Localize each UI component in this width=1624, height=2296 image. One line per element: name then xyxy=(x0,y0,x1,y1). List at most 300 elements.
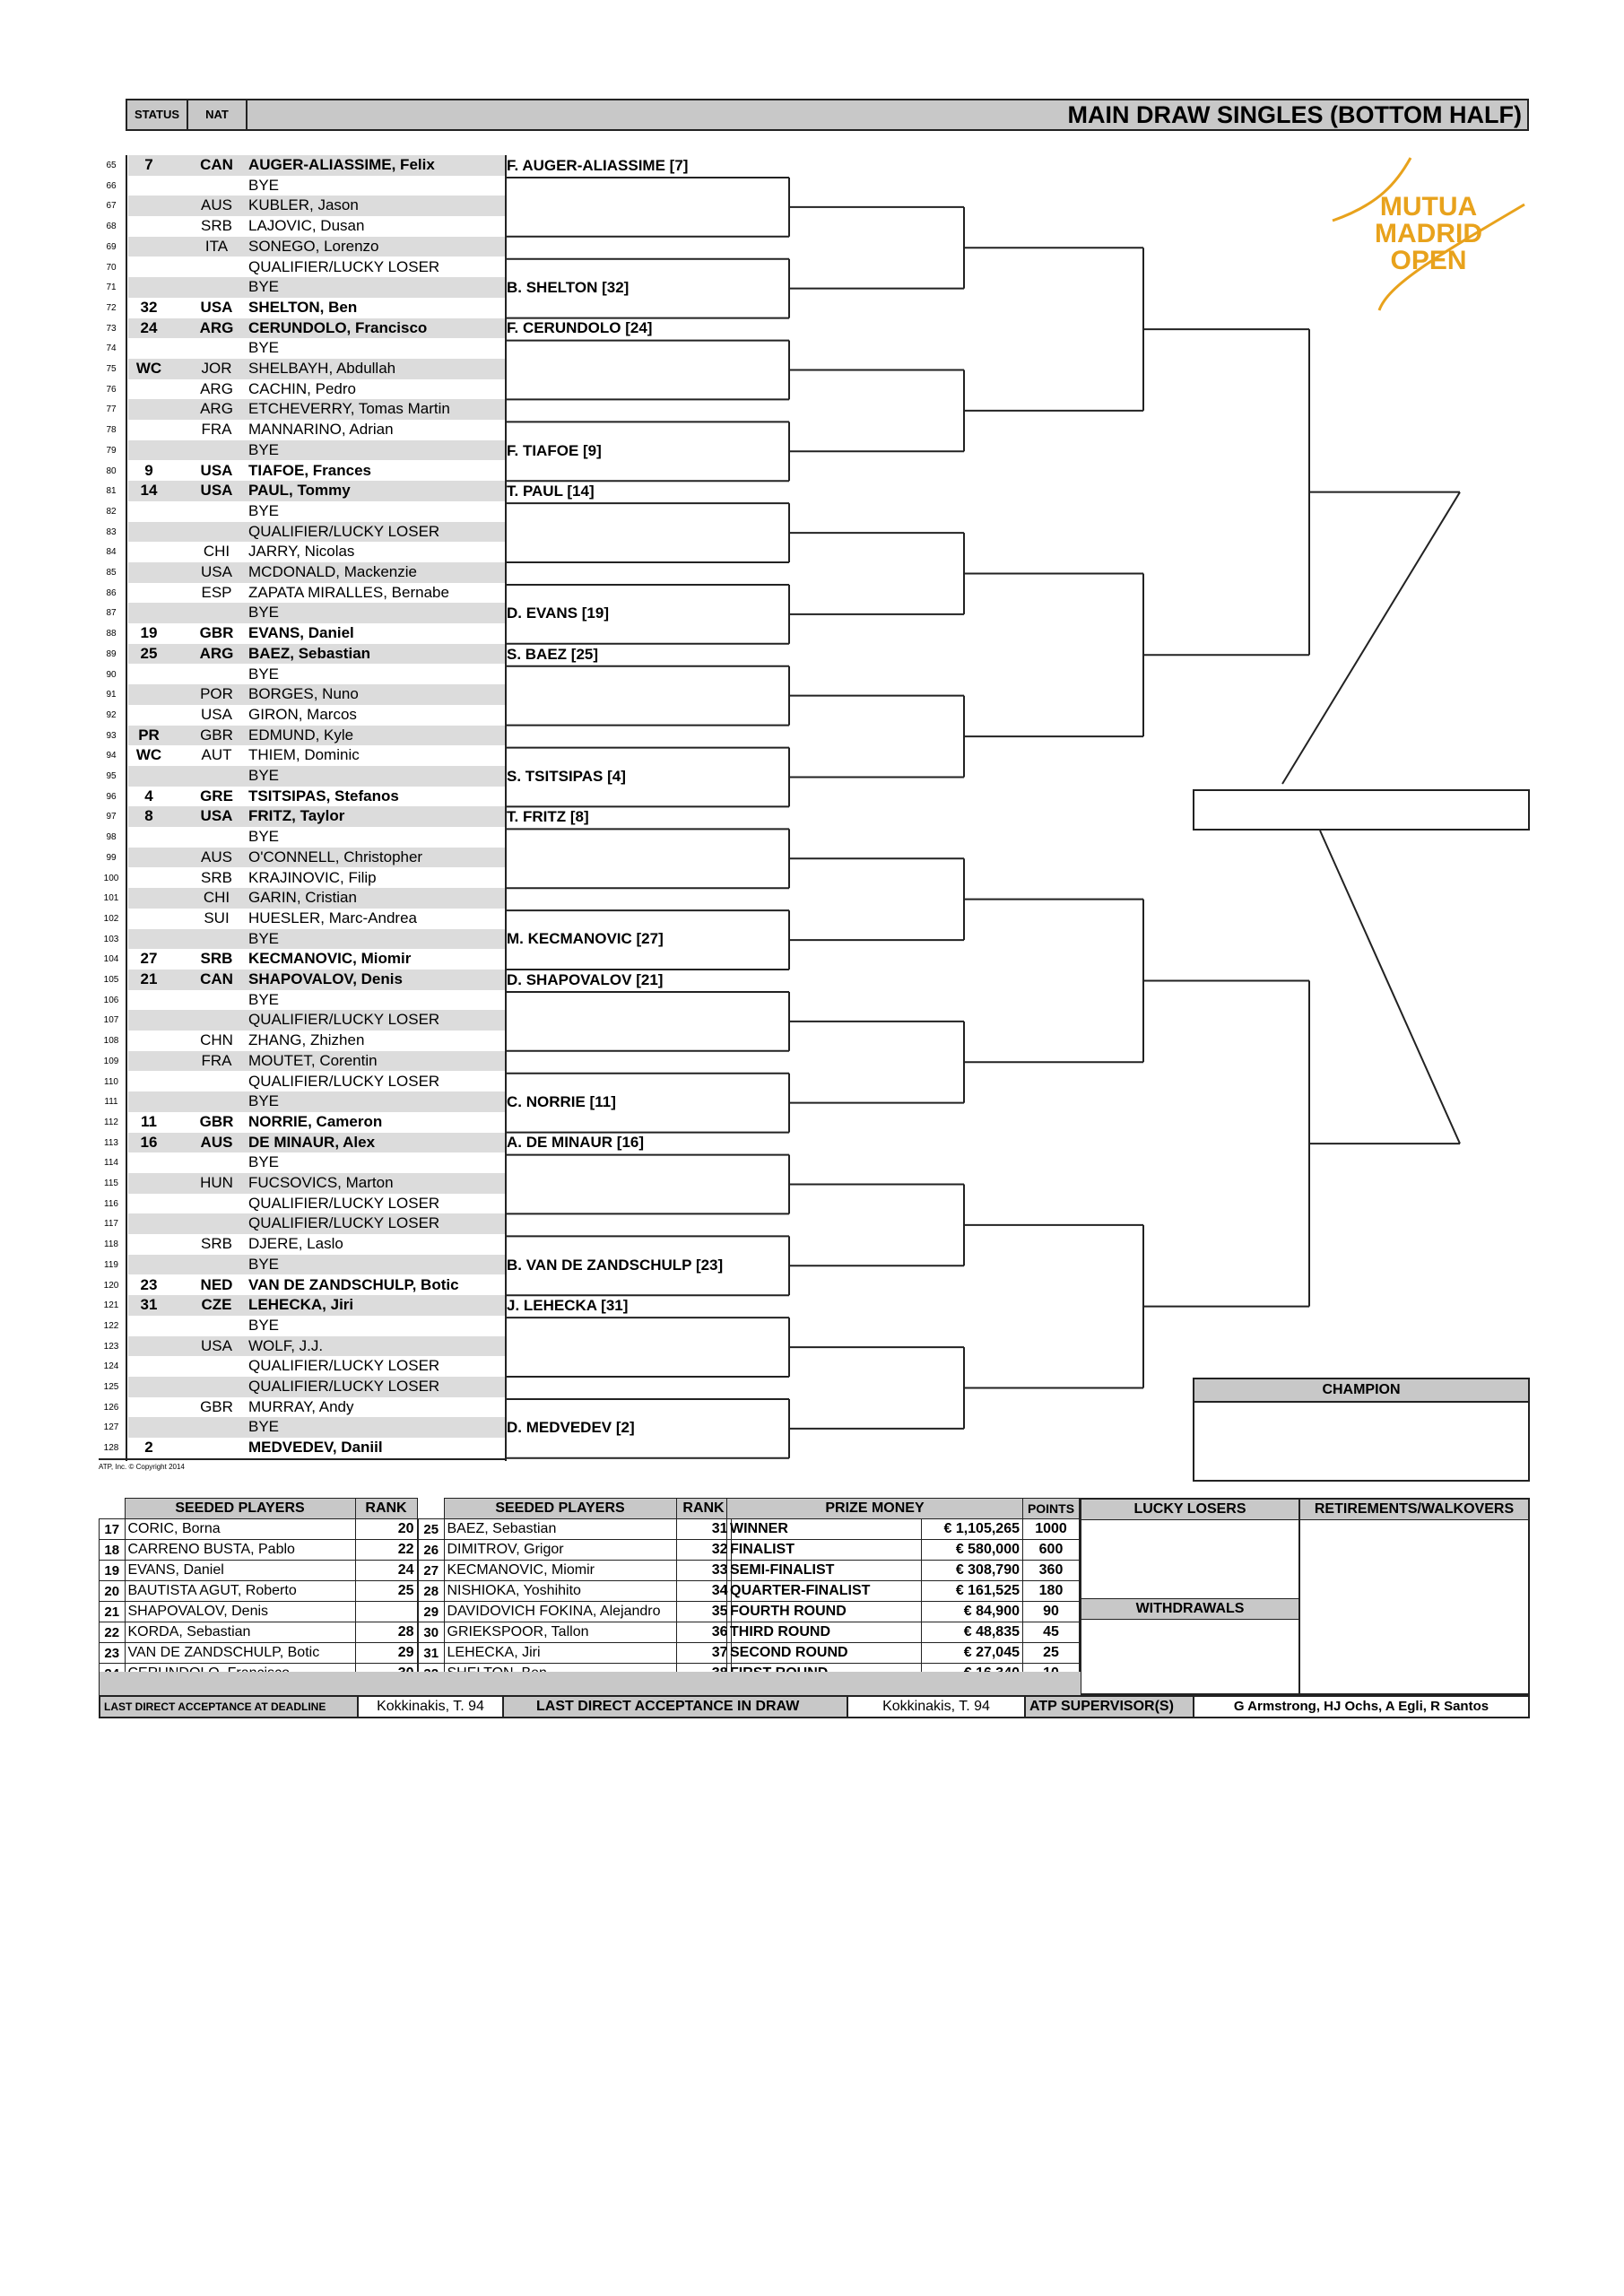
seeded-player-name: NISHIOKA, Yoshihito xyxy=(444,1581,676,1602)
draw-position-number: 128 xyxy=(103,1443,119,1454)
seeded-player-row xyxy=(100,1519,418,1540)
draw-position-number: 87 xyxy=(106,608,117,619)
draw-position-number: 107 xyxy=(103,1015,119,1026)
second-round-winner-label: F. TIAFOE [9] xyxy=(507,441,602,459)
draw-position-number: 66 xyxy=(106,180,117,191)
seeded-player-row xyxy=(100,1643,418,1664)
draw-position-number: 111 xyxy=(104,1097,118,1108)
draw-position-number: 125 xyxy=(103,1382,119,1392)
player-rank: 37 xyxy=(676,1643,731,1664)
nationality-code: NED xyxy=(200,1275,233,1293)
nationality-code: ESP xyxy=(201,583,232,601)
player-name: BYE xyxy=(248,990,280,1008)
second-round-winner-label: S. BAEZ [25] xyxy=(507,645,599,663)
nationality-code: GBR xyxy=(200,1397,233,1415)
champion-box xyxy=(1193,1378,1530,1482)
draw-position-number: 99 xyxy=(106,852,117,863)
draw-position-number: 79 xyxy=(106,445,117,456)
draw-position-number: 91 xyxy=(106,690,117,700)
nationality-code: ARG xyxy=(200,379,233,397)
nationality-code: ARG xyxy=(200,400,233,418)
nationality-code: USA xyxy=(201,705,232,723)
second-round-winner-label: F. CERUNDOLO [24] xyxy=(507,319,653,337)
nationality-code: CAN xyxy=(200,156,233,173)
seeded-player-row xyxy=(419,1602,732,1622)
player-rank: 34 xyxy=(676,1581,731,1602)
seeded-player-name: DIMITROV, Grigor xyxy=(444,1540,676,1561)
seeded-player-name: LEHECKA, Jiri xyxy=(444,1643,676,1664)
prize-amount: € 308,790 xyxy=(922,1561,1023,1581)
prize-money-row xyxy=(727,1540,1080,1561)
nationality-code: POR xyxy=(200,685,233,703)
lda-deadline-value: Kokkinakis, T. 94 xyxy=(357,1697,504,1717)
player-name: O'CONNELL, Christopher xyxy=(248,848,423,865)
player-name: PAUL, Tommy xyxy=(248,482,351,500)
seed-status: 32 xyxy=(140,298,158,316)
seed-number: 26 xyxy=(419,1540,445,1561)
round-name: SECOND ROUND xyxy=(727,1643,922,1664)
draw-position-number: 92 xyxy=(106,709,117,720)
player-name: KUBLER, Jason xyxy=(248,196,359,214)
draw-position-number: 65 xyxy=(106,161,117,170)
nationality-code: SRB xyxy=(200,950,233,968)
ranking-points: 180 xyxy=(1023,1581,1080,1602)
ranking-points: 600 xyxy=(1023,1540,1080,1561)
draw-position-number: 80 xyxy=(106,465,117,476)
copyright-notice: ATP, Inc. © Copyright 2014 xyxy=(99,1463,185,1471)
second-round-winner-label: D. EVANS [19] xyxy=(507,604,609,622)
player-name: QUALIFIER/LUCKY LOSER xyxy=(248,1011,440,1029)
nationality-code: AUS xyxy=(201,196,232,214)
player-name: GARIN, Cristian xyxy=(248,889,357,907)
seeded-player-row xyxy=(419,1581,732,1602)
round-name: SEMI-FINALIST xyxy=(727,1561,922,1581)
draw-position-number: 95 xyxy=(106,771,117,781)
player-rank: 36 xyxy=(676,1622,731,1643)
seed-status: 4 xyxy=(144,787,153,804)
nationality-code: FRA xyxy=(201,1051,232,1069)
seeded-player-name: KORDA, Sebastian xyxy=(125,1622,355,1643)
second-round-winner-label: S. TSITSIPAS [4] xyxy=(507,767,626,785)
player-name: QUALIFIER/LUCKY LOSER xyxy=(248,1194,440,1212)
lda-draw-value: Kokkinakis, T. 94 xyxy=(847,1697,1026,1717)
nationality-code: USA xyxy=(200,461,233,479)
draw-position-number: 69 xyxy=(106,241,117,252)
seed-status: 9 xyxy=(144,461,153,479)
bracket-line xyxy=(1320,831,1460,1144)
player-name: KECMANOVIC, Miomir xyxy=(248,950,412,968)
player-name: KRAJINOVIC, Filip xyxy=(248,868,377,886)
nationality-code: USA xyxy=(201,563,232,580)
draw-position-number: 102 xyxy=(103,913,119,924)
ranking-points: 360 xyxy=(1023,1561,1080,1581)
player-name: MOUTET, Corentin xyxy=(248,1051,378,1069)
svg-text:OPEN: OPEN xyxy=(1390,246,1467,275)
draw-position-number: 90 xyxy=(106,669,117,680)
player-name: DJERE, Laslo xyxy=(248,1235,343,1253)
prize-amount: € 161,525 xyxy=(922,1581,1023,1602)
seed-status: 23 xyxy=(140,1275,158,1293)
nationality-code: AUS xyxy=(201,848,232,865)
seeded-player-row xyxy=(100,1602,418,1622)
seeded-player-name: BAUTISTA AGUT, Roberto xyxy=(125,1581,355,1602)
seeded-player-name: CARRENO BUSTA, Pablo xyxy=(125,1540,355,1561)
seed-status: 24 xyxy=(140,318,158,336)
seeded-player-row xyxy=(100,1622,418,1643)
player-rank: 33 xyxy=(676,1561,731,1581)
prize-money-row xyxy=(727,1561,1080,1581)
draw-position-number: 109 xyxy=(103,1056,119,1066)
seed-status: 31 xyxy=(140,1296,158,1314)
supervisor-value: G Armstrong, HJ Ochs, A Egli, R Santos xyxy=(1193,1697,1528,1717)
seed-number: 25 xyxy=(419,1519,445,1540)
draw-position-number: 84 xyxy=(106,547,117,558)
player-name: QUALIFIER/LUCKY LOSER xyxy=(248,257,440,275)
seed-status: WC xyxy=(135,360,162,377)
seed-status: WC xyxy=(135,746,162,764)
draw-position-number: 115 xyxy=(104,1178,118,1188)
player-name: BYE xyxy=(248,1153,280,1171)
player-name: BYE xyxy=(248,767,280,784)
draw-position-number: 113 xyxy=(104,1137,118,1148)
seeded-player-name: BAEZ, Sebastian xyxy=(444,1519,676,1540)
draw-position-number: 96 xyxy=(106,791,117,802)
draw-position-number: 78 xyxy=(106,425,117,436)
player-name: BYE xyxy=(248,929,280,947)
player-name: FUCSOVICS, Marton xyxy=(248,1174,394,1191)
player-name: BYE xyxy=(248,665,280,683)
draw-position-number: 118 xyxy=(104,1239,118,1250)
player-name: QUALIFIER/LUCKY LOSER xyxy=(248,1214,440,1232)
player-name: BORGES, Nuno xyxy=(248,685,359,703)
seeded-player-row xyxy=(100,1540,418,1561)
footer-bar xyxy=(99,1695,1530,1718)
seed-status: 14 xyxy=(140,482,158,500)
player-name: HUESLER, Marc-Andrea xyxy=(248,909,418,926)
draw-position-number: 127 xyxy=(103,1422,119,1433)
draw-position-number: 126 xyxy=(103,1402,119,1413)
prize-money-row xyxy=(727,1622,1080,1643)
seeded-player-name: CORIC, Borna xyxy=(125,1519,355,1540)
nationality-code: SUI xyxy=(204,909,230,926)
second-round-winner-label: D. MEDVEDEV [2] xyxy=(507,1419,635,1437)
nationality-code: USA xyxy=(200,298,233,316)
nat-column-header: NAT xyxy=(205,108,229,121)
player-rank: 29 xyxy=(355,1643,417,1664)
player-name: SONEGO, Lorenzo xyxy=(248,237,379,255)
draw-position-number: 94 xyxy=(106,751,117,761)
player-name: LAJOVIC, Dusan xyxy=(248,217,365,235)
lda-draw-label: LAST DIRECT ACCEPTANCE IN DRAW xyxy=(536,1699,800,1714)
second-round-winner-label: J. LEHECKA [31] xyxy=(507,1296,629,1314)
draw-position-number: 106 xyxy=(103,995,119,1005)
seed-status: PR xyxy=(138,726,160,744)
seed-status: 11 xyxy=(141,1112,157,1130)
ranking-points: 1000 xyxy=(1023,1519,1080,1540)
player-name: BYE xyxy=(248,828,280,846)
seed-status: 8 xyxy=(144,807,153,825)
seed-number: 29 xyxy=(419,1602,445,1622)
seed-number: 23 xyxy=(100,1643,126,1664)
player-name: QUALIFIER/LUCKY LOSER xyxy=(248,1378,440,1395)
player-name: SHELBAYH, Abdullah xyxy=(248,360,396,377)
player-name: THIEM, Dominic xyxy=(248,746,360,764)
seeded-player-name: DAVIDOVICH FOKINA, Alejandro xyxy=(444,1602,676,1622)
player-name: BYE xyxy=(248,1418,280,1436)
round-name: THIRD ROUND xyxy=(727,1622,922,1643)
nationality-code: GBR xyxy=(199,624,234,642)
seed-number: 31 xyxy=(419,1643,445,1664)
draw-position-number: 120 xyxy=(103,1280,119,1291)
seeded-player-row xyxy=(100,1581,418,1602)
seed-status: 16 xyxy=(140,1133,158,1151)
second-round-winner-label: C. NORRIE [11] xyxy=(507,1092,616,1110)
draw-position-number: 105 xyxy=(103,975,119,985)
player-name: VAN DE ZANDSCHULP, Botic xyxy=(248,1275,459,1293)
ranking-points: 45 xyxy=(1023,1622,1080,1643)
player-name: BYE xyxy=(248,339,280,357)
player-name: ZHANG, Zhizhen xyxy=(248,1031,365,1049)
withdrawals-header: WITHDRAWALS xyxy=(1081,1598,1298,1620)
nationality-code: SRB xyxy=(201,217,232,235)
seed-status: 21 xyxy=(140,970,158,987)
draw-position-number: 108 xyxy=(103,1036,119,1047)
prize-money-table xyxy=(726,1498,1080,1684)
seed-number: 22 xyxy=(100,1622,126,1643)
second-round-winner-label: A. DE MINAUR [16] xyxy=(507,1134,645,1152)
seed-status: 25 xyxy=(140,644,158,662)
seeded-players-table-right xyxy=(418,1498,732,1684)
seeded-player-row xyxy=(419,1561,732,1581)
nationality-code: JOR xyxy=(201,360,232,377)
ranking-points: 90 xyxy=(1023,1602,1080,1622)
draw-position-number: 77 xyxy=(106,404,117,415)
lucky-losers-panel xyxy=(1080,1498,1300,1695)
nationality-code: CAN xyxy=(200,970,233,987)
seed-status: 27 xyxy=(140,950,158,968)
prize-money-row xyxy=(727,1519,1080,1540)
lucky-losers-header: LUCKY LOSERS xyxy=(1081,1500,1298,1520)
player-name: MURRAY, Andy xyxy=(248,1397,354,1415)
draw-position-number: 74 xyxy=(106,344,117,354)
player-name: QUALIFIER/LUCKY LOSER xyxy=(248,522,440,540)
draw-position-number: 104 xyxy=(103,954,119,965)
draw-position-number: 100 xyxy=(103,873,119,883)
second-round-winner-label: B. SHELTON [32] xyxy=(507,278,630,296)
supervisor-label: ATP SUPERVISOR(S) xyxy=(1029,1699,1174,1714)
player-name: BYE xyxy=(248,176,280,194)
seed-number: 30 xyxy=(419,1622,445,1643)
seed-status: 19 xyxy=(140,624,158,642)
seed-status: 2 xyxy=(144,1439,153,1457)
player-name: CACHIN, Pedro xyxy=(248,379,356,397)
prize-amount: € 84,900 xyxy=(922,1602,1023,1622)
seeded-player-row xyxy=(419,1540,732,1561)
draw-position-number: 72 xyxy=(106,302,117,313)
nationality-code: SRB xyxy=(201,1235,232,1253)
finalist-box xyxy=(1193,789,1530,831)
seeded-player-name: SHAPOVALOV, Denis xyxy=(125,1602,355,1622)
draw-position-number: 71 xyxy=(106,283,117,293)
seed-number: 20 xyxy=(100,1581,126,1602)
prize-money-row xyxy=(727,1643,1080,1664)
draw-position-number: 124 xyxy=(103,1361,119,1372)
second-round-winner-label: F. AUGER-ALIASSIME [7] xyxy=(507,156,689,174)
svg-text:MUTUA: MUTUA xyxy=(1379,192,1478,222)
prize-amount: € 48,835 xyxy=(922,1622,1023,1643)
retirements-panel xyxy=(1298,1498,1530,1695)
player-name: BYE xyxy=(248,1255,280,1273)
player-name: NORRIE, Cameron xyxy=(248,1112,383,1130)
draw-position-number: 98 xyxy=(106,832,117,843)
player-rank: 31 xyxy=(676,1519,731,1540)
draw-position-number: 123 xyxy=(103,1341,119,1352)
draw-position-number: 119 xyxy=(104,1259,118,1270)
draw-position-number: 110 xyxy=(104,1076,118,1087)
nationality-code: CZE xyxy=(201,1296,232,1314)
player-name: MCDONALD, Mackenzie xyxy=(248,563,417,580)
svg-text:MADRID: MADRID xyxy=(1375,219,1482,248)
player-name: SHELTON, Ben xyxy=(248,298,358,316)
nationality-code: SRB xyxy=(201,868,232,886)
seeded-player-row xyxy=(419,1622,732,1643)
nationality-code: ARG xyxy=(199,318,234,336)
prize-money-row xyxy=(727,1581,1080,1602)
player-name: BYE xyxy=(248,501,280,519)
draw-position-number: 103 xyxy=(103,934,119,944)
draw-position-number: 93 xyxy=(106,730,117,741)
player-name: GIRON, Marcos xyxy=(248,705,357,723)
nationality-code: USA xyxy=(200,807,233,825)
player-rank: 24 xyxy=(355,1561,417,1581)
player-name: BYE xyxy=(248,1092,280,1110)
seed-number: 17 xyxy=(100,1519,126,1540)
seed-status: 7 xyxy=(144,156,153,173)
nationality-code: AUT xyxy=(201,746,232,764)
draw-position-number: 82 xyxy=(106,506,117,517)
seeded-player-name: KECMANOVIC, Miomir xyxy=(444,1561,676,1581)
player-name: EVANS, Daniel xyxy=(248,624,354,642)
nationality-code: USA xyxy=(200,482,233,500)
player-name: TIAFOE, Frances xyxy=(248,461,371,479)
player-name: TSITSIPAS, Stefanos xyxy=(248,787,399,804)
draw-position-number: 67 xyxy=(106,201,117,212)
player-name: MANNARINO, Adrian xyxy=(248,421,394,439)
nationality-code: CHI xyxy=(203,543,230,561)
player-name: LEHECKA, Jiri xyxy=(248,1296,354,1314)
rank-header: RANK xyxy=(676,1499,731,1519)
nationality-code: CHI xyxy=(203,889,230,907)
draw-title: MAIN DRAW SINGLES (BOTTOM HALF) xyxy=(1067,101,1522,128)
draw-position-number: 86 xyxy=(106,587,117,598)
player-name: JARRY, Nicolas xyxy=(248,543,355,561)
seeded-player-name: EVANS, Daniel xyxy=(125,1561,355,1581)
round-name: FINALIST xyxy=(727,1540,922,1561)
player-name: FRITZ, Taylor xyxy=(248,807,345,825)
second-round-winner-label: T. PAUL [14] xyxy=(507,482,595,500)
player-rank: 25 xyxy=(355,1581,417,1602)
draw-position-number: 70 xyxy=(106,262,117,273)
tables-bottom-strip xyxy=(99,1672,1081,1695)
draw-position-number: 73 xyxy=(106,323,117,334)
retirements-header: RETIREMENTS/WALKOVERS xyxy=(1300,1500,1528,1520)
seed-number: 18 xyxy=(100,1540,126,1561)
player-name: SHAPOVALOV, Denis xyxy=(248,970,403,987)
prize-amount: € 27,045 xyxy=(922,1643,1023,1664)
second-round-winner-label: B. VAN DE ZANDSCHULP [23] xyxy=(507,1256,724,1274)
player-name: BYE xyxy=(248,1316,280,1334)
player-rank: 22 xyxy=(355,1540,417,1561)
status-column-header: STATUS xyxy=(134,108,180,121)
prize-amount: € 1,105,265 xyxy=(922,1519,1023,1540)
prize-amount: € 580,000 xyxy=(922,1540,1023,1561)
draw-position-number: 117 xyxy=(104,1219,118,1230)
player-name: DE MINAUR, Alex xyxy=(248,1133,376,1151)
seed-number: 27 xyxy=(419,1561,445,1581)
round-name: FOURTH ROUND xyxy=(727,1602,922,1622)
champion-label: CHAMPION xyxy=(1194,1379,1528,1403)
draw-position-number: 88 xyxy=(106,629,117,639)
draw-position-number: 114 xyxy=(104,1158,118,1169)
draw-position-number: 89 xyxy=(106,648,117,659)
seeded-players-header: SEEDED PLAYERS xyxy=(444,1499,676,1519)
prize-money-header: PRIZE MONEY xyxy=(727,1499,1023,1519)
rank-header: RANK xyxy=(355,1499,417,1519)
player-name: MEDVEDEV, Daniil xyxy=(248,1439,383,1457)
seed-number: 19 xyxy=(100,1561,126,1581)
draw-position-number: 75 xyxy=(106,364,117,374)
draw-position-number: 116 xyxy=(104,1198,118,1209)
draw-position-number: 85 xyxy=(106,568,117,578)
nationality-code: GBR xyxy=(199,1112,234,1130)
player-rank: 32 xyxy=(676,1540,731,1561)
round-name: WINNER xyxy=(727,1519,922,1540)
nationality-code: ARG xyxy=(199,644,234,662)
nationality-code: FRA xyxy=(201,421,232,439)
player-name: AUGER-ALIASSIME, Felix xyxy=(248,156,435,173)
second-round-winner-label: D. SHAPOVALOV [21] xyxy=(507,970,664,988)
draw-position-number: 76 xyxy=(106,384,117,395)
draw-position-number: 68 xyxy=(106,222,117,232)
seed-number: 21 xyxy=(100,1602,126,1622)
draw-position-number: 81 xyxy=(106,486,117,497)
player-name: QUALIFIER/LUCKY LOSER xyxy=(248,1357,440,1375)
draw-position-number: 121 xyxy=(103,1300,119,1311)
player-rank: 20 xyxy=(355,1519,417,1540)
nationality-code: AUS xyxy=(200,1133,233,1151)
player-name: ETCHEVERRY, Tomas Martin xyxy=(248,400,450,418)
player-name: EDMUND, Kyle xyxy=(248,726,354,744)
nationality-code: GBR xyxy=(200,726,233,744)
seeded-player-name: GRIEKSPOOR, Tallon xyxy=(444,1622,676,1643)
points-header: POINTS xyxy=(1023,1499,1080,1519)
prize-money-row xyxy=(727,1602,1080,1622)
seeded-player-row xyxy=(100,1561,418,1581)
seeded-player-name: VAN DE ZANDSCHULP, Botic xyxy=(125,1643,355,1664)
player-name: BYE xyxy=(248,278,280,296)
draw-position-number: 97 xyxy=(106,812,117,822)
draw-position-number: 83 xyxy=(106,526,117,537)
player-rank: 28 xyxy=(355,1622,417,1643)
player-name: CERUNDOLO, Francisco xyxy=(248,318,428,336)
player-rank: 35 xyxy=(676,1602,731,1622)
player-rank xyxy=(355,1602,417,1622)
player-name: ZAPATA MIRALLES, Bernabe xyxy=(248,583,449,601)
draw-position-number: 122 xyxy=(103,1320,119,1331)
seeded-player-row xyxy=(419,1519,732,1540)
player-name: BYE xyxy=(248,604,280,622)
player-name: BYE xyxy=(248,440,280,458)
